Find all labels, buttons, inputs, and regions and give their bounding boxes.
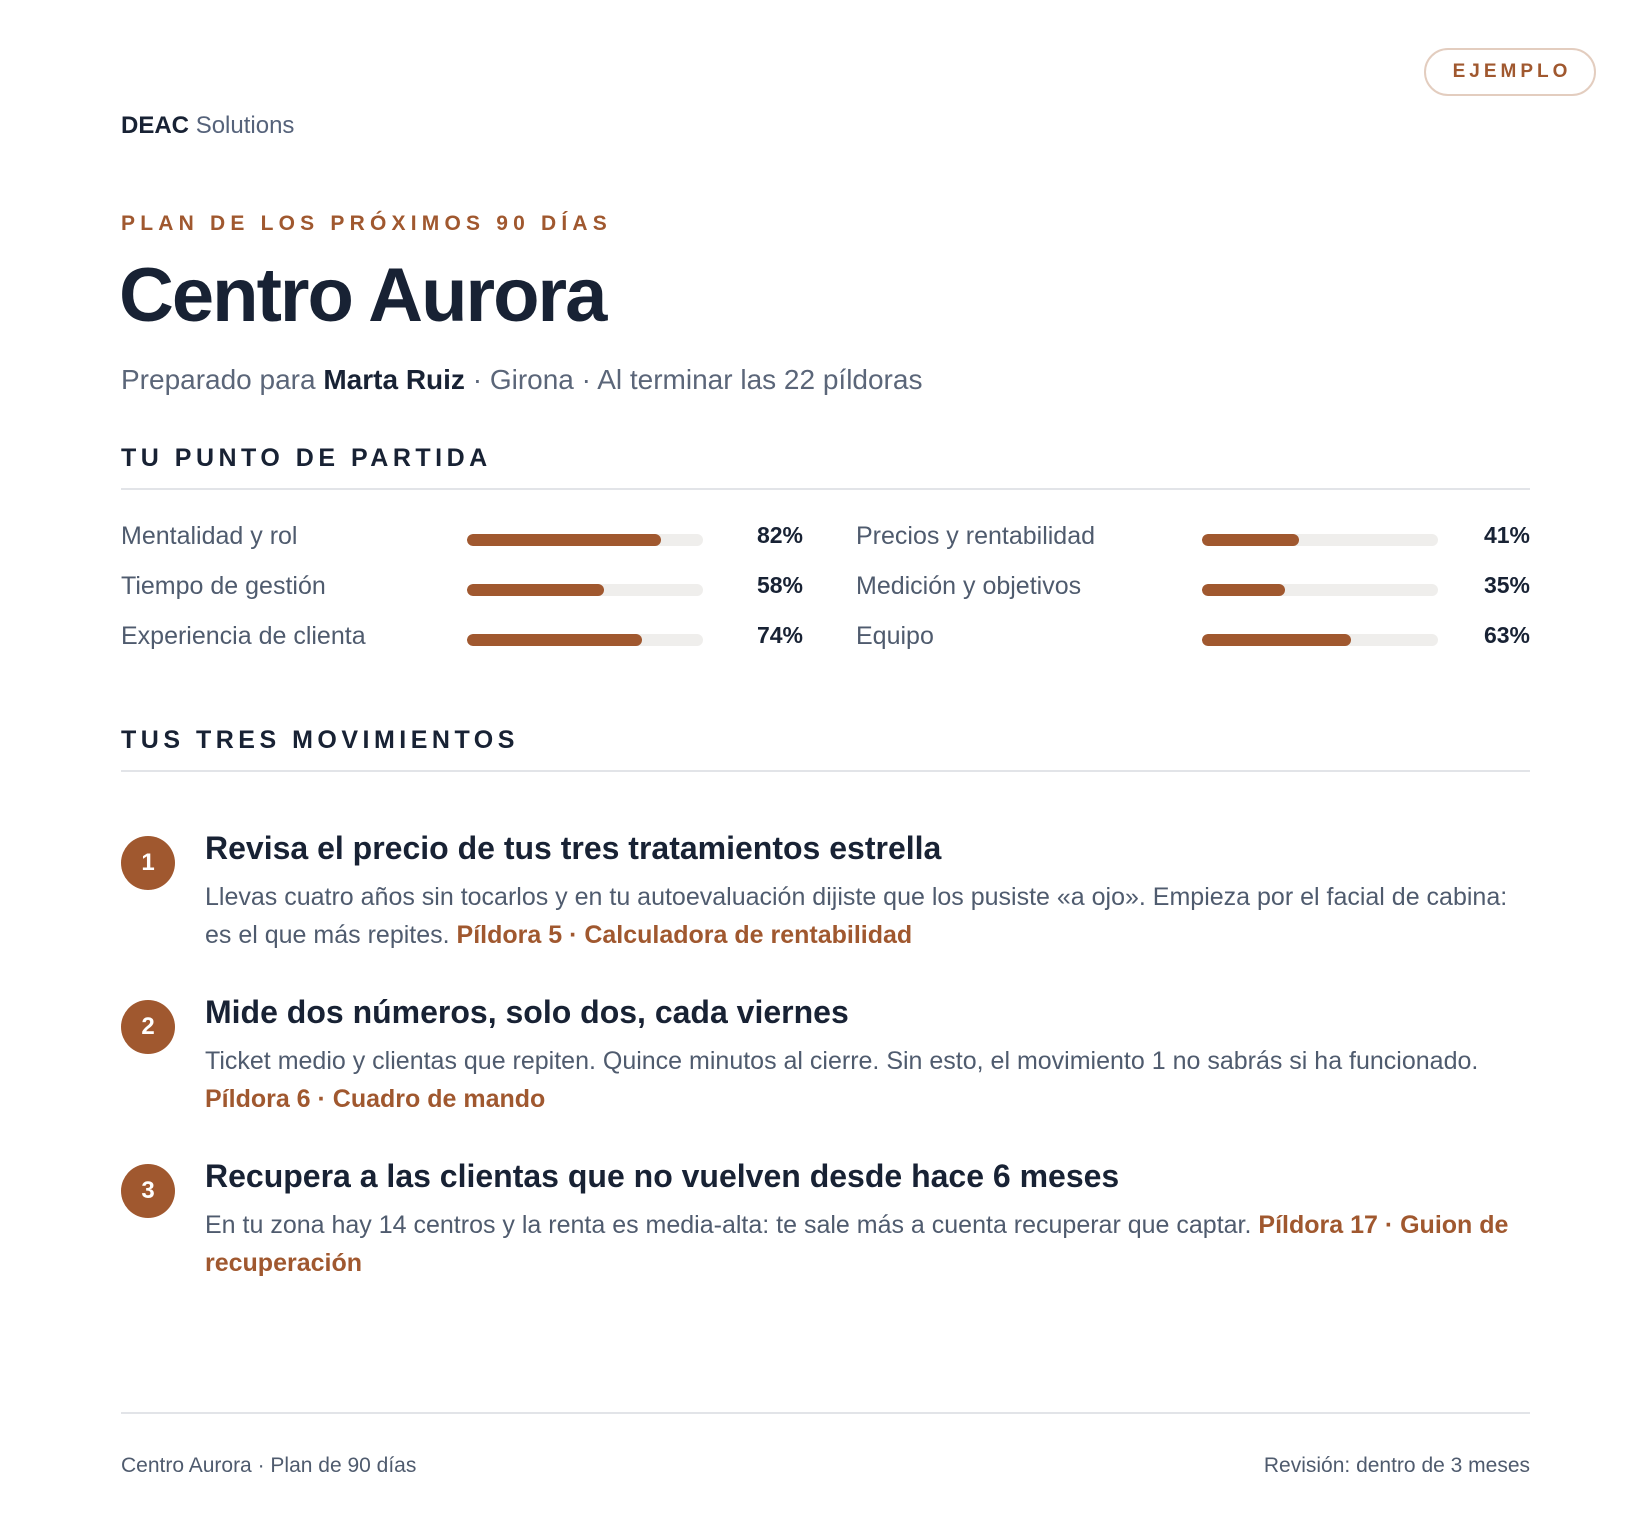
metric-bar-track (1202, 584, 1438, 596)
move-description: Llevas cuatro años sin tocarlos y en tu autoevaluación dijiste que los pusiste «a ojo». Empieza por el facial de cabina: es el que más repites. (205, 883, 1508, 949)
metric-value: 58% (756, 572, 803, 598)
metric-value: 35% (1483, 572, 1530, 598)
metric-label: Tiempo de gestión (121, 572, 326, 600)
metric-value: 41% (1483, 522, 1530, 548)
footer-review-note: Revisión: dentro de 3 meses (1263, 1454, 1530, 1477)
metric-bar-fill (1202, 584, 1285, 596)
metric-bar-track (1202, 634, 1438, 646)
move-resource-link[interactable]: Píldora 17 · Guion de recuperación (205, 1211, 1509, 1277)
metric-bar-track (1202, 534, 1438, 546)
subtitle-suffix: · Girona · Al terminar las 22 píldoras (472, 364, 923, 395)
move-title: Revisa el precio de tus tres tratamientos estrella (205, 830, 942, 866)
subtitle-prefix: Preparado para (121, 364, 316, 395)
brand-logo (121, 112, 294, 140)
footer-document-name: Centro Aurora · Plan de 90 días (121, 1454, 417, 1477)
metric-bar-fill (467, 634, 642, 646)
brand-name-bold: DEAC (121, 112, 190, 139)
page-subtitle (121, 364, 922, 396)
metric-bar-fill (467, 584, 604, 596)
metric-value: 63% (1483, 622, 1530, 648)
move-number: 2 (121, 1000, 175, 1054)
metric-label: Precios y rentabilidad (856, 522, 1096, 550)
move-body (205, 1042, 1515, 1118)
metric-bar-fill (1202, 634, 1351, 646)
metric-label: Experiencia de clienta (121, 622, 366, 650)
metric-bar-fill (1202, 534, 1299, 546)
example-badge: EJEMPLO (1424, 48, 1596, 96)
metric-bar-fill (467, 534, 661, 546)
metric-label: Medición y objetivos (856, 572, 1082, 600)
section-divider (121, 488, 1530, 490)
move-resource-link[interactable]: Píldora 6 · Cuadro de mando (205, 1085, 546, 1113)
move-body (205, 1206, 1515, 1282)
section-divider (121, 770, 1530, 772)
move-description: En tu zona hay 14 centros y la renta es media-alta: te sale más a cuenta recuperar que captar. (205, 1211, 1252, 1239)
move-title: Mide dos números, solo dos, cada viernes (205, 994, 849, 1030)
move-title: Recupera a las clientas que no vuelven desde hace 6 meses (205, 1158, 1120, 1194)
footer-divider (121, 1412, 1530, 1414)
metric-bar-track (467, 584, 703, 596)
move-number: 3 (121, 1164, 175, 1218)
starting-point-heading: TU PUNTO DE PARTIDA (121, 444, 492, 472)
page-title: Centro Aurora (119, 253, 606, 338)
metric-value: 82% (756, 522, 803, 548)
client-name: Marta Ruiz (323, 364, 465, 395)
metric-label: Equipo (856, 622, 934, 650)
metric-value: 74% (756, 622, 803, 648)
moves-heading: TUS TRES MOVIMIENTOS (121, 726, 519, 754)
move-number: 1 (121, 836, 175, 890)
move-description: Ticket medio y clientas que repiten. Quince minutos al cierre. Sin esto, el movimiento 1 no sabrás si ha funcionado. (205, 1047, 1479, 1075)
plan-eyebrow: PLAN DE LOS PRÓXIMOS 90 DÍAS (121, 212, 612, 235)
metric-label: Mentalidad y rol (121, 522, 298, 550)
brand-name-rest: Solutions (195, 112, 295, 139)
move-resource-link[interactable]: Píldora 5 · Calculadora de rentabilidad (456, 921, 913, 949)
metric-bar-track (467, 534, 703, 546)
metric-bar-track (467, 634, 703, 646)
move-body (205, 878, 1515, 954)
